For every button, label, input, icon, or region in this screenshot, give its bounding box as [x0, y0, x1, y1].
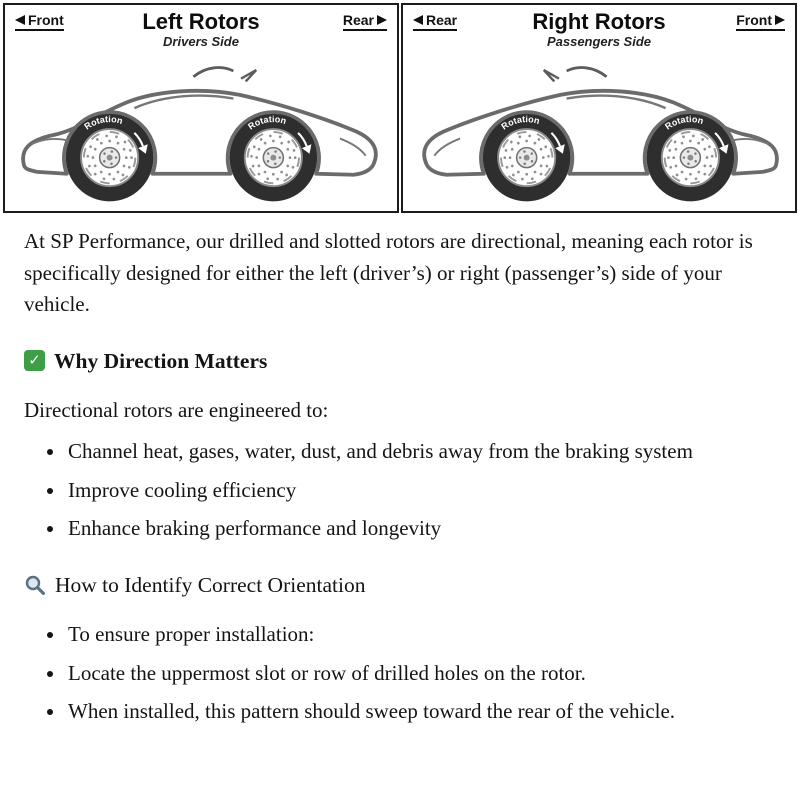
left-panel-titles: [142, 10, 259, 49]
list-item: • Channel heat, gases, water, dust, and debris away from the braking system: [66, 436, 776, 468]
right-rotors-panel: [401, 3, 797, 213]
magnifier-icon: [24, 574, 46, 596]
list-item: • Enhance braking performance and longevity: [66, 513, 776, 545]
rear-direction-label: [413, 12, 457, 31]
direction-text: Rear: [342, 12, 374, 28]
engineered-to-lead: Directional rotors are engineered to:: [24, 397, 329, 422]
right-car-illustration: [403, 51, 795, 209]
rear-direction-label: [343, 12, 387, 31]
left-arrow-icon: [15, 15, 25, 25]
list-item: • When installed, this pattern should sweep toward the rear of the vehicle.: [66, 696, 776, 728]
right-panel-header: [403, 5, 795, 49]
panel-subtitle: Passengers Side: [546, 34, 652, 50]
left-arrow-icon: [413, 15, 423, 25]
check-icon: ✓: [24, 350, 45, 371]
list-item: • Improve cooling efficiency: [66, 475, 776, 507]
why-direction-matters-heading: [24, 345, 776, 377]
heading-text: Why Direction Matters: [54, 348, 268, 373]
heading-text: How to Identify Correct Orientation: [55, 572, 366, 597]
rotor-direction-diagram: [3, 3, 797, 213]
left-car-illustration: [5, 51, 397, 209]
direction-text: Front: [28, 12, 64, 28]
right-panel-titles: [532, 10, 665, 49]
list-item: • To ensure proper installation:: [66, 619, 776, 651]
svg-text:Rotation: Rotation: [663, 114, 705, 132]
panel-title: Right Rotors: [532, 9, 666, 34]
panel-subtitle: Drivers Side: [163, 34, 239, 50]
list-item: • Locate the uppermost slot or row of drilled holes on the rotor.: [66, 658, 776, 690]
why-bullet-list: [24, 436, 776, 545]
left-rotors-panel: [3, 3, 399, 213]
svg-text:Rotation: Rotation: [499, 114, 541, 132]
article-body: [0, 213, 800, 728]
intro-paragraph: At SP Performance, our drilled and slotted rotors are directional, meaning each rotor is specifically designed for either the left (driver’s) or right (passenger’s) side of your vehicle.: [24, 229, 753, 316]
front-direction-label: [736, 12, 785, 31]
svg-text:Rotation: Rotation: [82, 114, 124, 132]
right-arrow-icon: [775, 15, 785, 25]
direction-text: Front: [736, 12, 772, 28]
panel-title: Left Rotors: [142, 9, 260, 34]
direction-text: Rear: [426, 12, 458, 28]
identify-orientation-heading: [24, 569, 776, 601]
right-arrow-icon: [377, 15, 387, 25]
front-direction-label: [15, 12, 64, 31]
svg-text:Rotation: Rotation: [246, 114, 288, 132]
how-bullet-list: [24, 619, 776, 728]
left-panel-header: [5, 5, 397, 49]
